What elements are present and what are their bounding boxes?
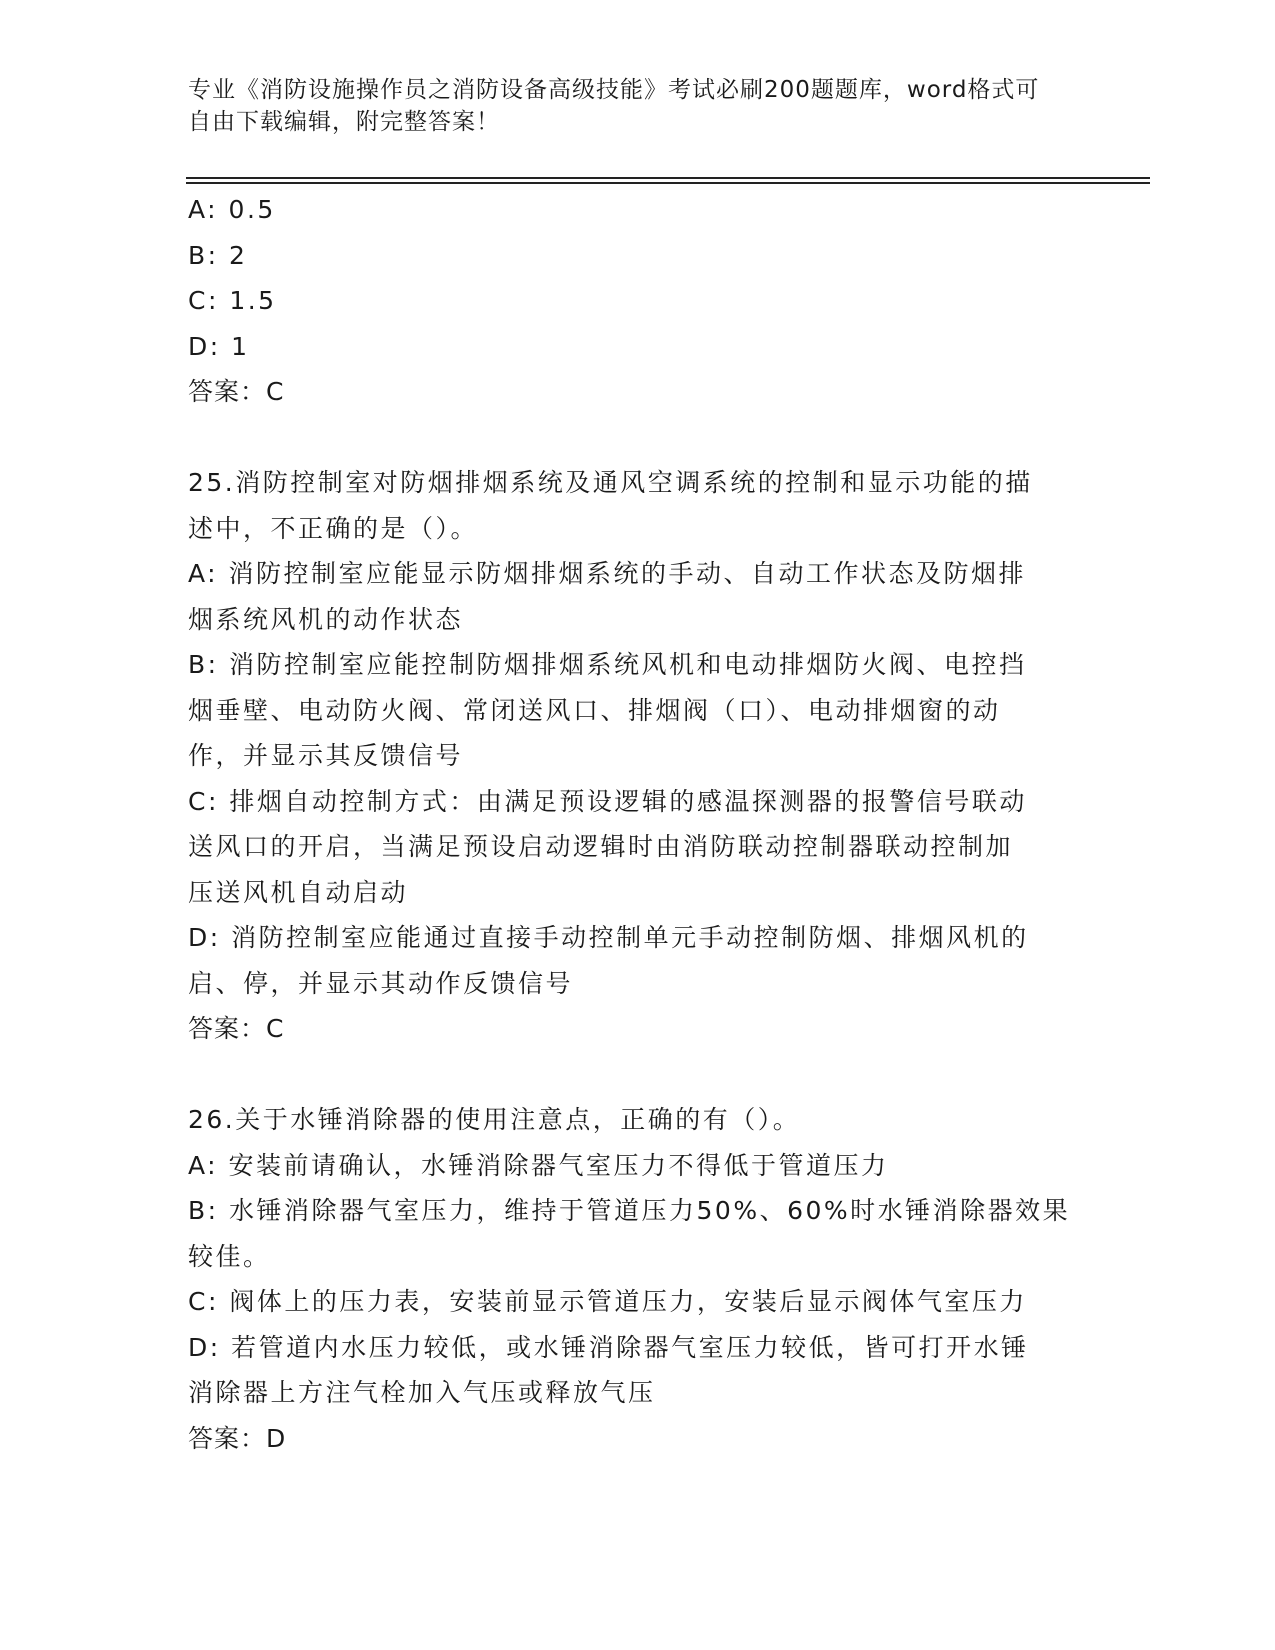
option-b-line-3: 作，并显示其反馈信号: [188, 741, 464, 770]
option-b: B: 2: [188, 240, 248, 270]
question-25: [188, 460, 1088, 1006]
header-divider-top: [186, 177, 1150, 179]
option-b-line-2: 较佳。: [188, 1241, 271, 1271]
option-a: A: 0.5: [188, 195, 276, 224]
option-b-line-2: 烟垂壁、电动防火阀、常闭送风口、排烟阀（口）、电动排烟窗的动: [188, 695, 1001, 725]
question-26: [188, 1097, 1088, 1416]
question-content: [188, 187, 1088, 1461]
option-c: C: 1.5: [188, 286, 277, 315]
spacer: [188, 1052, 1088, 1098]
option-a-line-1: A: 安装前请确认，水锤消除器气室压力不得低于管道压力: [188, 1150, 889, 1180]
header-divider-bottom: [186, 182, 1150, 184]
question-26-answer: 答案：D: [188, 1423, 287, 1453]
document-header: [188, 74, 1108, 138]
option-b-line-1: B: 消防控制室应能控制防烟排烟系统风机和电动排烟防火阀、电控挡: [188, 650, 1027, 679]
option-d-line-1: D: 若管道内水压力较低，或水锤消除器气室压力较低，皆可打开水锤: [188, 1332, 1029, 1362]
option-c-line-3: 压送风机自动启动: [188, 877, 409, 907]
option-a-line-2: 烟系统风机的动作状态: [188, 604, 464, 634]
question-25-answer: 答案：C: [188, 1014, 285, 1043]
question-25-text-line-1: 25.消防控制室对防烟排烟系统及通风空调系统的控制和显示功能的描: [188, 468, 1033, 497]
option-d-line-2: 启、停，并显示其动作反馈信号: [188, 968, 574, 998]
option-c-line-1: C: 阀体上的压力表，安装前显示管道压力，安装后显示阀体气室压力: [188, 1287, 1027, 1316]
option-d-line-1: D: 消防控制室应能通过直接手动控制单元手动控制防烟、排烟风机的: [188, 923, 1029, 952]
header-line-1: 专业《消防设施操作员之消防设备高级技能》考试必刷200题题库，word格式可: [188, 77, 1040, 103]
question-26-text: 26.关于水锤消除器的使用注意点，正确的有（）。: [188, 1105, 801, 1134]
option-c-line-1: C: 排烟自动控制方式：由满足预设逻辑的感温探测器的报警信号联动: [188, 786, 1027, 816]
option-d-line-2: 消除器上方注气栓加入气压或释放气压: [188, 1378, 656, 1407]
spacer: [188, 415, 1088, 461]
question-25-text-line-2: 述中，不正确的是（）。: [188, 513, 479, 543]
header-line-2: 自由下载编辑，附完整答案！: [188, 109, 500, 135]
option-a-line-1: A: 消防控制室应能显示防烟排烟系统的手动、自动工作状态及防烟排: [188, 559, 1027, 588]
option-d: D: 1: [188, 331, 250, 361]
option-b-line-1: B: 水锤消除器气室压力，维持于管道压力50%、60%时水锤消除器效果: [188, 1196, 1071, 1225]
option-c-line-2: 送风口的开启，当满足预设启动逻辑时由消防联动控制器联动控制加: [188, 832, 1014, 861]
question-24-options: [188, 187, 1088, 369]
question-24-answer: 答案：C: [188, 377, 285, 406]
